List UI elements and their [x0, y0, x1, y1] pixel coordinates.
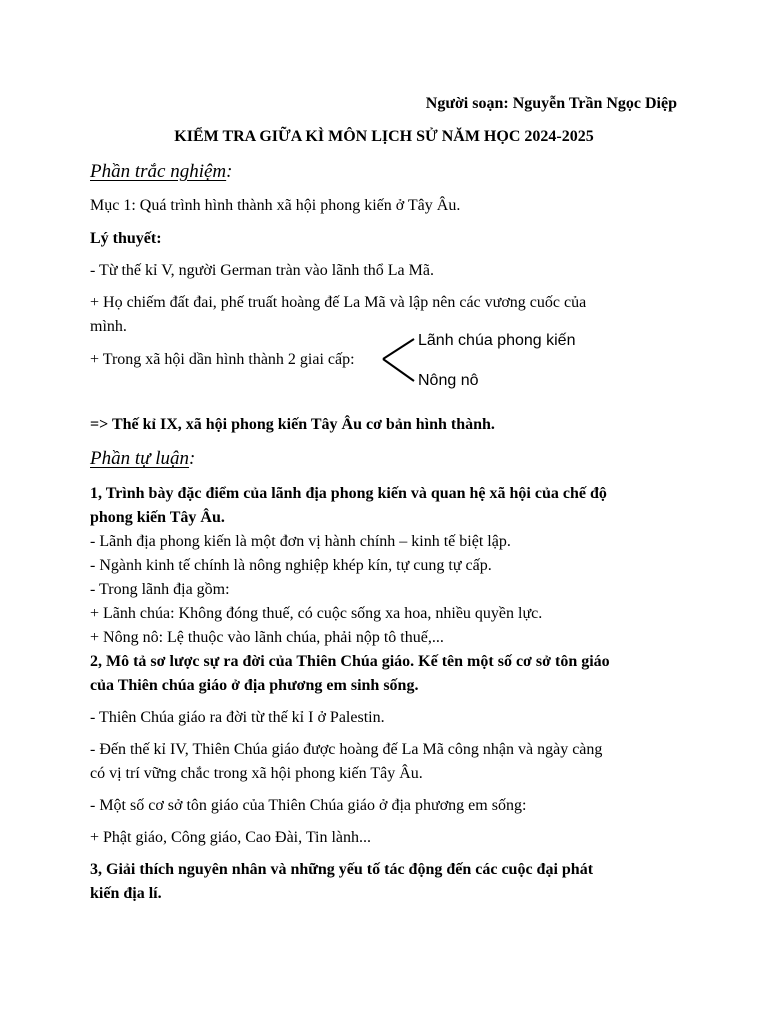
answer-1-line: + Nông nô: Lệ thuộc vào lãnh chúa, phải nộp tô thuế,...: [90, 629, 444, 646]
bracket-upper-line: [383, 339, 414, 359]
answer-1-line: - Ngành kinh tế chính là nông nghiệp khép kín, tự cung tự cấp.: [90, 557, 492, 574]
answer-2-line-1: - Thiên Chúa giáo ra đời từ thế kỉ I ở Palestin.: [90, 709, 385, 726]
answer-2-line-3: - Một số cơ sở tôn giáo của Thiên Chúa giáo ở địa phương em sống:: [90, 797, 527, 814]
page-title: KIỂM TRA GIỮA KÌ MÔN LỊCH SỬ NĂM HỌC 2024-2025: [174, 128, 594, 145]
question-1-line-b: phong kiến Tây Âu.: [90, 509, 225, 526]
theory-label: Lý thuyết:: [90, 230, 162, 247]
item-heading: Mục 1: Quá trình hình thành xã hội phong kiến ở Tây Âu.: [90, 197, 461, 214]
theory-line-3: + Trong xã hội dần hình thành 2 giai cấp:: [90, 351, 355, 368]
theory-line-1: - Từ thế kỉ V, người German tràn vào lãnh thổ La Mã.: [90, 262, 434, 279]
section-heading-text: Phần tự luận: [90, 448, 190, 469]
question-2-line-a: 2, Mô tả sơ lược sự ra đời của Thiên Chúa giáo. Kế tên một số cơ sở tôn giáo: [90, 653, 610, 670]
answer-2-line-2b: có vị trí vững chắc trong xã hội phong kiến Tây Âu.: [90, 765, 423, 782]
answer-2-line-2a: - Đến thế kỉ IV, Thiên Chúa giáo được hoàng đế La Mã công nhận và ngày càng: [90, 741, 603, 758]
answer-2-line-4: + Phật giáo, Công giáo, Cao Đài, Tin lành...: [90, 829, 372, 846]
class-label-serf: Nông nô: [418, 372, 479, 389]
section-heading-colon: :: [226, 161, 233, 182]
answer-1-line: + Lãnh chúa: Không đóng thuế, có cuộc sống xa hoa, nhiều quyền lực.: [90, 605, 543, 622]
class-label-lord: Lãnh chúa phong kiến: [418, 332, 576, 349]
conclusion-line: => Thế kỉ IX, xã hội phong kiến Tây Âu cơ bản hình thành.: [90, 416, 495, 433]
question-2-line-b: của Thiên chúa giáo ở địa phương em sinh sống.: [90, 677, 419, 694]
question-3-line-a: 3, Giải thích nguyên nhân và những yếu tố tác động đến các cuộc đại phát: [90, 861, 594, 878]
section-heading-multiple-choice: [90, 160, 690, 184]
section-heading-essay: [90, 447, 690, 471]
author-line: Người soạn: Nguyễn Trần Ngọc Diệp: [425, 95, 677, 112]
class-branch-bracket: [380, 335, 420, 385]
answer-1-line: - Trong lãnh địa gồm:: [90, 581, 230, 598]
section-heading-colon: :: [189, 448, 196, 469]
bracket-lower-line: [383, 359, 414, 381]
theory-line-2a: + Họ chiếm đất đai, phế truất hoàng đế La Mã và lập nên các vương cuốc của: [90, 294, 587, 311]
question-1-line-a: 1, Trình bày đặc điểm của lãnh địa phong kiến và quan hệ xã hội của chế độ: [90, 485, 607, 502]
section-heading-text: Phần trắc nghiệm: [90, 161, 227, 182]
theory-line-2b: mình.: [90, 318, 127, 335]
answer-1-line: - Lãnh địa phong kiến là một đơn vị hành chính – kinh tế biệt lập.: [90, 533, 511, 550]
question-3-line-b: kiến địa lí.: [90, 885, 162, 902]
